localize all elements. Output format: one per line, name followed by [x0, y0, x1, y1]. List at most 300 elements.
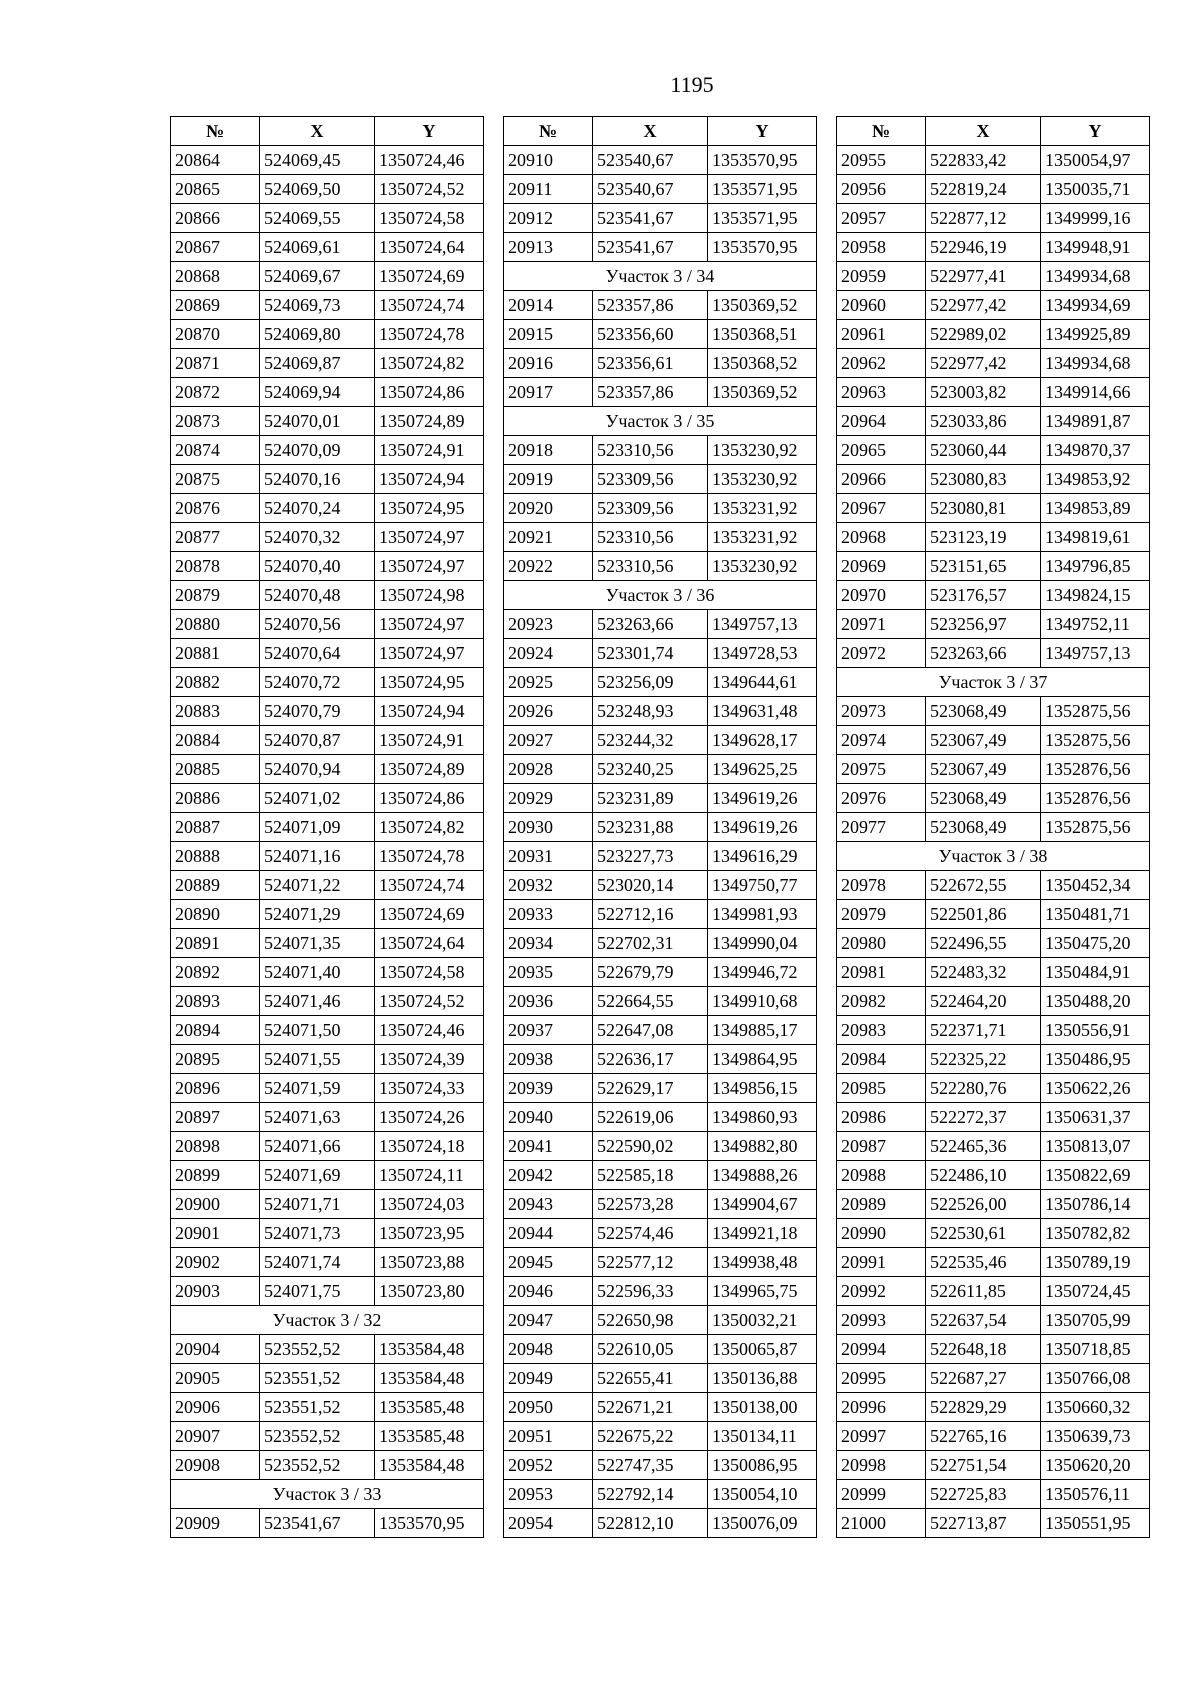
y-coordinate: 1350723,95: [375, 1219, 484, 1248]
x-coordinate: 524069,94: [260, 378, 375, 407]
point-number: 20993: [837, 1306, 926, 1335]
y-coordinate: 1350724,64: [375, 929, 484, 958]
section-row: [837, 668, 1150, 697]
y-coordinate: 1352876,56: [1041, 755, 1150, 784]
table-row: [171, 784, 484, 813]
y-coordinate: 1352875,56: [1041, 813, 1150, 842]
table-row: [837, 639, 1150, 668]
y-coordinate: 1349796,85: [1041, 552, 1150, 581]
y-coordinate: 1349631,48: [708, 697, 817, 726]
header-number: №: [171, 117, 260, 146]
table-row: [171, 755, 484, 784]
x-coordinate: 524070,64: [260, 639, 375, 668]
point-number: 20920: [504, 494, 593, 523]
y-coordinate: 1349752,11: [1041, 610, 1150, 639]
x-coordinate: 523540,67: [593, 146, 708, 175]
table-row: [837, 320, 1150, 349]
table-row: [837, 494, 1150, 523]
point-number: 20906: [171, 1393, 260, 1422]
y-coordinate: 1349625,25: [708, 755, 817, 784]
point-number: 20921: [504, 523, 593, 552]
y-coordinate: 1349882,80: [708, 1132, 817, 1161]
y-coordinate: 1350724,39: [375, 1045, 484, 1074]
point-number: 20900: [171, 1190, 260, 1219]
y-coordinate: 1350723,80: [375, 1277, 484, 1306]
table-row: [504, 552, 817, 581]
x-coordinate: 522610,05: [593, 1335, 708, 1364]
y-coordinate: 1350724,18: [375, 1132, 484, 1161]
table-row: [171, 204, 484, 233]
y-coordinate: 1352875,56: [1041, 726, 1150, 755]
y-coordinate: 1349619,26: [708, 813, 817, 842]
x-coordinate: 524071,09: [260, 813, 375, 842]
x-coordinate: 523067,49: [926, 755, 1041, 784]
header-number: №: [504, 117, 593, 146]
x-coordinate: 524069,50: [260, 175, 375, 204]
point-number: 20894: [171, 1016, 260, 1045]
y-coordinate: 1350724,89: [375, 407, 484, 436]
table-row: [837, 523, 1150, 552]
table-row: [171, 871, 484, 900]
y-coordinate: 1350475,20: [1041, 929, 1150, 958]
y-coordinate: 1350724,94: [375, 697, 484, 726]
table-row: [171, 407, 484, 436]
x-coordinate: 523256,97: [926, 610, 1041, 639]
y-coordinate: 1350452,34: [1041, 871, 1150, 900]
coordinates-table-2: [503, 116, 817, 1538]
x-coordinate: 524069,73: [260, 291, 375, 320]
section-row: [504, 407, 817, 436]
table-row: [837, 958, 1150, 987]
point-number: 20880: [171, 610, 260, 639]
table-row: [837, 1132, 1150, 1161]
x-coordinate: 522671,21: [593, 1393, 708, 1422]
table-row: [504, 813, 817, 842]
section-title: Участок 3 / 38: [837, 842, 1150, 871]
point-number: 20949: [504, 1364, 593, 1393]
y-coordinate: 1350786,14: [1041, 1190, 1150, 1219]
x-coordinate: 524070,09: [260, 436, 375, 465]
table-row: [504, 842, 817, 871]
x-coordinate: 522672,55: [926, 871, 1041, 900]
header-x: X: [926, 117, 1041, 146]
header-x: X: [593, 117, 708, 146]
x-coordinate: 524070,01: [260, 407, 375, 436]
y-coordinate: 1349757,13: [708, 610, 817, 639]
table-row: [837, 1045, 1150, 1074]
y-coordinate: 1349904,67: [708, 1190, 817, 1219]
x-coordinate: 523310,56: [593, 552, 708, 581]
y-coordinate: 1350724,97: [375, 610, 484, 639]
table-row: [837, 1248, 1150, 1277]
table-row: [171, 262, 484, 291]
y-coordinate: 1353584,48: [375, 1451, 484, 1480]
point-number: 20925: [504, 668, 593, 697]
x-coordinate: 524070,40: [260, 552, 375, 581]
x-coordinate: 522486,10: [926, 1161, 1041, 1190]
point-number: 20971: [837, 610, 926, 639]
y-coordinate: 1350631,37: [1041, 1103, 1150, 1132]
table-row: [171, 494, 484, 523]
y-coordinate: 1349934,68: [1041, 262, 1150, 291]
y-coordinate: 1350724,69: [375, 900, 484, 929]
y-coordinate: 1350032,21: [708, 1306, 817, 1335]
y-coordinate: 1349644,61: [708, 668, 817, 697]
x-coordinate: 523080,83: [926, 465, 1041, 494]
point-number: 20885: [171, 755, 260, 784]
point-number: 20980: [837, 929, 926, 958]
section-row: [504, 262, 817, 291]
x-coordinate: 524069,87: [260, 349, 375, 378]
x-coordinate: 524070,24: [260, 494, 375, 523]
x-coordinate: 523552,52: [260, 1451, 375, 1480]
y-coordinate: 1350724,86: [375, 784, 484, 813]
y-coordinate: 1350724,46: [375, 1016, 484, 1045]
point-number: 20919: [504, 465, 593, 494]
table-row: [171, 146, 484, 175]
table-row: [837, 1190, 1150, 1219]
point-number: 20963: [837, 378, 926, 407]
table-row: [504, 1219, 817, 1248]
y-coordinate: 1352876,56: [1041, 784, 1150, 813]
x-coordinate: 523227,73: [593, 842, 708, 871]
y-coordinate: 1350724,78: [375, 320, 484, 349]
point-number: 20956: [837, 175, 926, 204]
point-number: 20999: [837, 1480, 926, 1509]
header-number: №: [837, 117, 926, 146]
y-coordinate: 1349853,92: [1041, 465, 1150, 494]
x-coordinate: 522712,16: [593, 900, 708, 929]
x-coordinate: 523123,19: [926, 523, 1041, 552]
y-coordinate: 1349870,37: [1041, 436, 1150, 465]
table-row: [504, 900, 817, 929]
header-y: Y: [1041, 117, 1150, 146]
y-coordinate: 1350065,87: [708, 1335, 817, 1364]
x-coordinate: 522619,06: [593, 1103, 708, 1132]
point-number: 20888: [171, 842, 260, 871]
point-number: 20924: [504, 639, 593, 668]
x-coordinate: 524071,63: [260, 1103, 375, 1132]
point-number: 20864: [171, 146, 260, 175]
y-coordinate: 1353585,48: [375, 1393, 484, 1422]
point-number: 20868: [171, 262, 260, 291]
table-row: [837, 378, 1150, 407]
point-number: 20938: [504, 1045, 593, 1074]
y-coordinate: 1350369,52: [708, 378, 817, 407]
point-number: 20988: [837, 1161, 926, 1190]
x-coordinate: 523067,49: [926, 726, 1041, 755]
point-number: 20957: [837, 204, 926, 233]
table-row: [504, 697, 817, 726]
x-coordinate: 524071,40: [260, 958, 375, 987]
table-row: [837, 1016, 1150, 1045]
table-row: [171, 1016, 484, 1045]
section-row: [171, 1306, 484, 1335]
y-coordinate: 1349965,75: [708, 1277, 817, 1306]
point-number: 20893: [171, 987, 260, 1016]
table-row: [837, 813, 1150, 842]
header-y: Y: [375, 117, 484, 146]
table-row: [171, 436, 484, 465]
x-coordinate: 523541,67: [260, 1509, 375, 1538]
y-coordinate: 1350620,20: [1041, 1451, 1150, 1480]
y-coordinate: 1349864,95: [708, 1045, 817, 1074]
y-coordinate: 1349853,89: [1041, 494, 1150, 523]
point-number: 20953: [504, 1480, 593, 1509]
x-coordinate: 522280,76: [926, 1074, 1041, 1103]
table-row: [837, 581, 1150, 610]
table-row: [171, 581, 484, 610]
table-row: [504, 1248, 817, 1277]
table-row: [837, 1393, 1150, 1422]
table-row: [837, 755, 1150, 784]
table-row: [171, 1393, 484, 1422]
y-coordinate: 1350766,08: [1041, 1364, 1150, 1393]
table-row: [837, 987, 1150, 1016]
point-number: 20895: [171, 1045, 260, 1074]
table-row: [504, 784, 817, 813]
table-row: [504, 1451, 817, 1480]
table-row: [837, 726, 1150, 755]
y-coordinate: 1349921,18: [708, 1219, 817, 1248]
x-coordinate: 522747,35: [593, 1451, 708, 1480]
x-coordinate: 522637,54: [926, 1306, 1041, 1335]
x-coordinate: 522765,16: [926, 1422, 1041, 1451]
x-coordinate: 523231,89: [593, 784, 708, 813]
y-coordinate: 1350724,74: [375, 291, 484, 320]
section-title: Участок 3 / 35: [504, 407, 817, 436]
y-coordinate: 1350724,11: [375, 1161, 484, 1190]
table-row: [837, 1509, 1150, 1538]
point-number: 20977: [837, 813, 926, 842]
table-row: [171, 697, 484, 726]
x-coordinate: 524071,73: [260, 1219, 375, 1248]
x-coordinate: 522611,85: [926, 1277, 1041, 1306]
y-coordinate: 1350789,19: [1041, 1248, 1150, 1277]
table-row: [504, 1132, 817, 1161]
y-coordinate: 1350724,91: [375, 436, 484, 465]
point-number: 20876: [171, 494, 260, 523]
point-number: 20975: [837, 755, 926, 784]
section-row: [171, 1480, 484, 1509]
section-title: Участок 3 / 32: [171, 1306, 484, 1335]
point-number: 20972: [837, 639, 926, 668]
y-coordinate: 1353570,95: [375, 1509, 484, 1538]
x-coordinate: 522647,08: [593, 1016, 708, 1045]
point-number: 20926: [504, 697, 593, 726]
point-number: 20937: [504, 1016, 593, 1045]
table-row: [837, 1306, 1150, 1335]
point-number: 20873: [171, 407, 260, 436]
point-number: 20976: [837, 784, 926, 813]
y-coordinate: 1350724,95: [375, 668, 484, 697]
table-row: [837, 436, 1150, 465]
x-coordinate: 523301,74: [593, 639, 708, 668]
y-coordinate: 1350660,32: [1041, 1393, 1150, 1422]
point-number: 20951: [504, 1422, 593, 1451]
point-number: 20952: [504, 1451, 593, 1480]
y-coordinate: 1350622,26: [1041, 1074, 1150, 1103]
point-number: 20874: [171, 436, 260, 465]
x-coordinate: 522574,46: [593, 1219, 708, 1248]
point-number: 20909: [171, 1509, 260, 1538]
x-coordinate: 522496,55: [926, 929, 1041, 958]
point-number: 20997: [837, 1422, 926, 1451]
y-coordinate: 1350481,71: [1041, 900, 1150, 929]
table-row: [837, 1422, 1150, 1451]
table-row: [171, 1132, 484, 1161]
table-row: [504, 378, 817, 407]
x-coordinate: 524071,35: [260, 929, 375, 958]
table-row: [171, 1248, 484, 1277]
y-coordinate: 1350724,91: [375, 726, 484, 755]
y-coordinate: 1350551,95: [1041, 1509, 1150, 1538]
x-coordinate: 523356,61: [593, 349, 708, 378]
x-coordinate: 522590,02: [593, 1132, 708, 1161]
point-number: 20889: [171, 871, 260, 900]
x-coordinate: 522725,83: [926, 1480, 1041, 1509]
point-number: 20982: [837, 987, 926, 1016]
table-row: [837, 1161, 1150, 1190]
table-row: [504, 291, 817, 320]
point-number: 20985: [837, 1074, 926, 1103]
section-row: [504, 581, 817, 610]
point-number: 20883: [171, 697, 260, 726]
point-number: 20984: [837, 1045, 926, 1074]
x-coordinate: 522371,71: [926, 1016, 1041, 1045]
table-row: [504, 639, 817, 668]
point-number: 20904: [171, 1335, 260, 1364]
x-coordinate: 523309,56: [593, 465, 708, 494]
table-row: [171, 291, 484, 320]
point-number: 20902: [171, 1248, 260, 1277]
y-coordinate: 1350705,99: [1041, 1306, 1150, 1335]
section-title: Участок 3 / 37: [837, 668, 1150, 697]
x-coordinate: 522977,42: [926, 349, 1041, 378]
y-coordinate: 1349934,69: [1041, 291, 1150, 320]
point-number: 20945: [504, 1248, 593, 1277]
point-number: 20928: [504, 755, 593, 784]
table-row: [171, 1422, 484, 1451]
y-coordinate: 1353230,92: [708, 552, 817, 581]
point-number: 20903: [171, 1277, 260, 1306]
table-row: [504, 320, 817, 349]
y-coordinate: 1349946,72: [708, 958, 817, 987]
point-number: 20865: [171, 175, 260, 204]
table-row: [504, 1277, 817, 1306]
y-coordinate: 1350718,85: [1041, 1335, 1150, 1364]
x-coordinate: 522464,20: [926, 987, 1041, 1016]
y-coordinate: 1350724,94: [375, 465, 484, 494]
point-number: 20946: [504, 1277, 593, 1306]
y-coordinate: 1349914,66: [1041, 378, 1150, 407]
point-number: 20915: [504, 320, 593, 349]
table-row: [837, 407, 1150, 436]
y-coordinate: 1350724,64: [375, 233, 484, 262]
y-coordinate: 1350782,82: [1041, 1219, 1150, 1248]
y-coordinate: 1350639,73: [1041, 1422, 1150, 1451]
table-row: [171, 552, 484, 581]
y-coordinate: 1350369,52: [708, 291, 817, 320]
table-row: [171, 465, 484, 494]
point-number: 20992: [837, 1277, 926, 1306]
point-number: 20879: [171, 581, 260, 610]
point-number: 20973: [837, 697, 926, 726]
table-row: [504, 233, 817, 262]
table-row: [837, 291, 1150, 320]
table-row: [504, 1364, 817, 1393]
y-coordinate: 1349925,89: [1041, 320, 1150, 349]
point-number: 20878: [171, 552, 260, 581]
table-row: [171, 320, 484, 349]
table-row: [504, 1045, 817, 1074]
x-coordinate: 523310,56: [593, 436, 708, 465]
y-coordinate: 1350813,07: [1041, 1132, 1150, 1161]
table-row: [171, 1451, 484, 1480]
table-row: [504, 929, 817, 958]
table-row: [171, 987, 484, 1016]
x-coordinate: 522829,29: [926, 1393, 1041, 1422]
y-coordinate: 1350724,97: [375, 523, 484, 552]
table-row: [171, 233, 484, 262]
x-coordinate: 524070,56: [260, 610, 375, 639]
table-row: [837, 1335, 1150, 1364]
point-number: 20886: [171, 784, 260, 813]
y-coordinate: 1349938,48: [708, 1248, 817, 1277]
table-row: [171, 523, 484, 552]
point-number: 20896: [171, 1074, 260, 1103]
y-coordinate: 1349891,87: [1041, 407, 1150, 436]
point-number: 20918: [504, 436, 593, 465]
table-row: [171, 842, 484, 871]
y-coordinate: 1349888,26: [708, 1161, 817, 1190]
y-coordinate: 1350136,88: [708, 1364, 817, 1393]
table-row: [504, 1335, 817, 1364]
y-coordinate: 1349856,15: [708, 1074, 817, 1103]
x-coordinate: 523033,86: [926, 407, 1041, 436]
point-number: 20934: [504, 929, 593, 958]
table-row: [171, 378, 484, 407]
x-coordinate: 522713,87: [926, 1509, 1041, 1538]
point-number: 20875: [171, 465, 260, 494]
y-coordinate: 1350486,95: [1041, 1045, 1150, 1074]
section-row: [837, 842, 1150, 871]
y-coordinate: 1350724,86: [375, 378, 484, 407]
x-coordinate: 523552,52: [260, 1422, 375, 1451]
x-coordinate: 522650,98: [593, 1306, 708, 1335]
y-coordinate: 1353571,95: [708, 175, 817, 204]
table-row: [837, 1451, 1150, 1480]
coordinates-table-1: [170, 116, 484, 1538]
x-coordinate: 524071,74: [260, 1248, 375, 1277]
y-coordinate: 1350724,89: [375, 755, 484, 784]
y-coordinate: 1353571,95: [708, 204, 817, 233]
table-row: [504, 1103, 817, 1132]
y-coordinate: 1350724,74: [375, 871, 484, 900]
y-coordinate: 1350368,51: [708, 320, 817, 349]
y-coordinate: 1350822,69: [1041, 1161, 1150, 1190]
table-row: [504, 175, 817, 204]
point-number: 20986: [837, 1103, 926, 1132]
point-number: 20936: [504, 987, 593, 1016]
x-coordinate: 522664,55: [593, 987, 708, 1016]
section-title: Участок 3 / 36: [504, 581, 817, 610]
x-coordinate: 522465,36: [926, 1132, 1041, 1161]
y-coordinate: 1349619,26: [708, 784, 817, 813]
x-coordinate: 523020,14: [593, 871, 708, 900]
y-coordinate: 1350484,91: [1041, 958, 1150, 987]
table-row: [171, 1190, 484, 1219]
